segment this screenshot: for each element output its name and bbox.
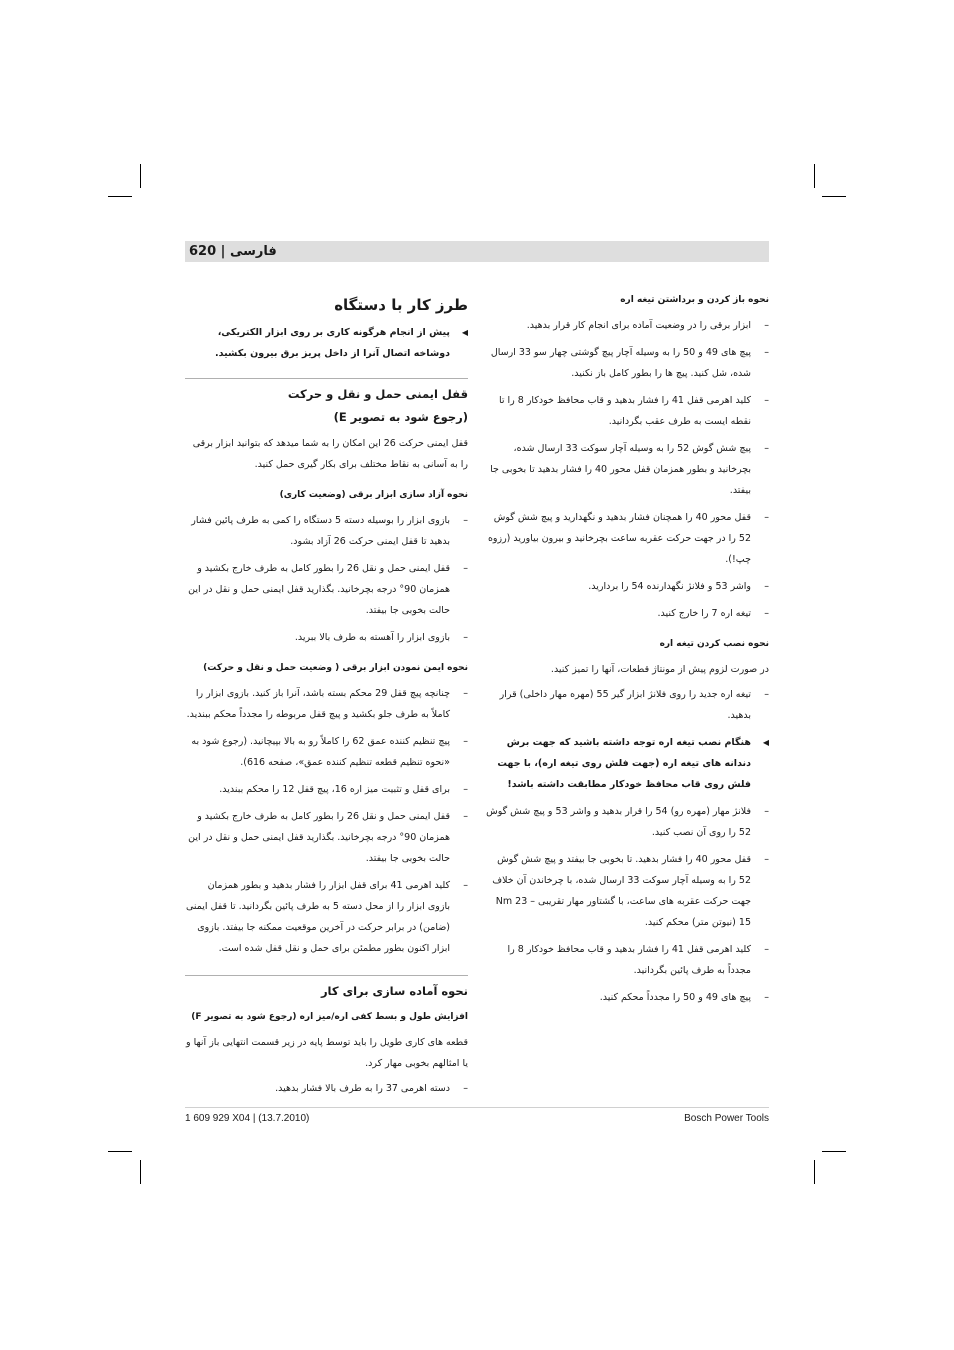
triangle-bullet-icon: ◀ xyxy=(762,738,769,747)
page-header-title: فارسی | 620 xyxy=(189,244,277,259)
dash-icon: – xyxy=(463,688,468,699)
paragraph: قفل ایمنی حرکت 26 این امکان را به شما میدهد که بتوانید ابزار برقی را به آسانی به نقاط مختلف برای بکار گیری حمل کنید. xyxy=(192,438,468,470)
dash-icon: – xyxy=(764,992,769,1003)
dash-icon: – xyxy=(463,811,468,822)
list-item: – بازوی ابزار را آهسته به طرف بالا ببرید. xyxy=(185,627,468,648)
crop-mark xyxy=(822,196,846,197)
crop-mark xyxy=(140,1160,141,1184)
warning-note: ◀ هنگام نصب تیغه اره توجه داشته باشید که جهت برش دندانه های تیغه اره (جهت فلش روی تیغه اره)، با جهت فلش روی قاب محافظ خودکار مطابقت داشته باشد! xyxy=(486,732,769,795)
dash-icon: – xyxy=(463,632,468,643)
dash-icon: – xyxy=(764,320,769,331)
dash-icon: – xyxy=(764,854,769,865)
list-item: – پیچ های 49 و 50 را مجدداً محکم کنید. xyxy=(486,987,769,1008)
list-item: – کلید اهرمی قفل 41 را فشار بدهید و قاب محافظ خودکار 8 را مجدداً به طرف پائین بگردانید. xyxy=(486,939,769,981)
list-item: – کلید اهرمی 41 برای قفل ابزار را فشار بدهید و بطور همزمان بازوی ابزار را از محل دسته 5 به طرف پائین بگردانید. تا قفل ایمنی (ضامن) در برابر حرکت در آخرین موقعیت ممکنه جا بیفتد. بازوی ابزار اکنون بطور مطمئن برای حمل و نقل قفل شده است. xyxy=(185,875,468,959)
paragraph: قطعه های کاری طویل را باید توسط پایه در زیر قسمت انتهایی باز آنها و یا امثالهم بخوبی مهار کرد. xyxy=(186,1037,468,1069)
warning-note: ◀ پیش از انجام هرگونه کاری بر روی ابزار الکتریکی، دوشاخه اتصال آنرا از داخل پریز برق بیرون بکشید. xyxy=(185,322,468,364)
dash-icon: – xyxy=(764,395,769,406)
list-item: – ابزار برقی را در وضعیت آماده برای انجام کار قرار بدهید. xyxy=(486,315,769,336)
section-divider xyxy=(185,975,468,976)
crop-mark xyxy=(814,164,815,188)
sub-heading-extension: افزایش طول و بسط کفی اره/میز اره (رجوع شود به تصویر F) xyxy=(191,1012,468,1022)
list-item: – قفل ایمنی حمل و نقل 26 را بطور کامل به طرف خارج بکشید و همزمان 90° درجه بچرخانید. بگذارید قفل ایمنی حمل و نقل در این حالت بخوبی جا بیفتد. xyxy=(185,558,468,621)
paragraph: در صورت لزوم پیش از مونتاژ قطعات، آنها را تمیز کنید. xyxy=(550,664,769,675)
dash-icon: – xyxy=(764,443,769,454)
footer-divider xyxy=(185,1107,769,1108)
dash-icon: – xyxy=(764,347,769,358)
dash-icon: – xyxy=(764,944,769,955)
left-column xyxy=(185,290,468,1105)
section-heading-preparation: نحوه آماده سازی برای کار xyxy=(320,984,468,998)
list-item: – تیغه اره 7 را خارج کنید. xyxy=(486,603,769,624)
triangle-bullet-icon: ◀ xyxy=(461,328,468,337)
footer-doc-id: 1 609 929 X04 | (13.7.2010) xyxy=(185,1113,310,1124)
section-heading-install-blade: نحوه نصب کردن تیغه اره xyxy=(659,639,769,649)
list-item: – برای قفل و تثبیت میز اره 16، پیچ قفل 12 را محکم ببندید. xyxy=(185,779,468,800)
page-title: طرز کار با دستگاه xyxy=(334,296,468,314)
dash-icon: – xyxy=(764,581,769,592)
crop-mark xyxy=(822,1151,846,1152)
crop-mark xyxy=(108,1151,132,1152)
list-item: – بازوی ابزار را بوسیله دسته 5 دستگاه را کمی به طرف پائین فشار بدهید تا قفل ایمنی حرکت 26 آزاد بشود. xyxy=(185,510,468,552)
crop-mark xyxy=(140,164,141,188)
list-item: – چنانچه پیچ قفل 29 محکم بسته باشد، آنرا باز کنید. بازوی ابزار را کاملاً به طرف جلو بکشید و پیچ قفل مربوطه را مجدداً محکم ببندید. xyxy=(185,683,468,725)
dash-icon: – xyxy=(463,1083,468,1094)
list-item: – قفل محور 40 را فشار بدهید. تا بخوبی جا بیفتد و پیچ شش گوش 52 را به وسیله آچار سوکت 33 ارسال شده، با چرخاندن آن خلاف جهت حرکت عقربه های ساعت، با گشتاور مهار تقریبی Nm 23 – 15 (نیوتن متر) محکم کنید. xyxy=(486,849,769,933)
list-item: – فلانژ مهار (مهره رو) 54 را قرار بدهید و واشر 53 و پیچ شش گوش 52 را روی آن نصب کنید. xyxy=(486,801,769,843)
section-heading-figure-ref: (رجوع شود به تصویر E) xyxy=(333,410,468,424)
list-item: – پیچ شش گوش 52 را به وسیله آچار سوکت 33 ارسال شده، بچرخانید و بطور همزمان قفل محور 40 را فشار بدهید تا بخوبی جا بیفتد. xyxy=(486,438,769,501)
list-item: – قفل ایمنی حمل و نقل 26 را بطور کامل به طرف خارج بکشید و همزمان 90° درجه بچرخانید. بگذارید قفل ایمنی حمل و نقل در این حالت بخوبی جا بیفتد. xyxy=(185,806,468,869)
list-item: – دسته اهرمی 37 را به طرف بالا فشار بدهید. xyxy=(185,1078,468,1099)
dash-icon: – xyxy=(764,608,769,619)
dash-icon: – xyxy=(764,806,769,817)
crop-mark xyxy=(814,1160,815,1184)
sub-heading-release: نحوه آزاد سازی ابزار برقی (وضعیت کاری) xyxy=(279,490,468,500)
footer-brand: Bosch Power Tools xyxy=(684,1113,769,1124)
right-column xyxy=(486,290,769,1014)
dash-icon: – xyxy=(463,563,468,574)
list-item: – قفل محور 40 را همچنان فشار بدهید و نگهدارید و پیچ شش گوش 52 را در جهت حرکت عقربه ساعت بچرخانید و بیرون بیاورید (رزوه چپ!). xyxy=(486,507,769,570)
list-item: – پیچ های 49 و 50 را به وسیله آچار پیچ گوشتی چهار سو 33 ارسال شده، شل کنید. پیچ ها را بطور کامل باز نکنید. xyxy=(486,342,769,384)
dash-icon: – xyxy=(764,512,769,523)
sub-heading-secure: نحوه ایمن نمودن ابزار برقی ( وضعیت حمل و نقل و حرکت) xyxy=(203,663,468,673)
dash-icon: – xyxy=(463,784,468,795)
section-heading-remove-blade: نحوه باز کردن و برداشتن تیغه اره xyxy=(620,295,769,305)
section-divider xyxy=(185,378,468,379)
list-item: – واشر 53 و فلانژ نگهدارنده 54 را بردارید. xyxy=(486,576,769,597)
dash-icon: – xyxy=(463,515,468,526)
crop-mark xyxy=(108,196,132,197)
dash-icon: – xyxy=(463,736,468,747)
list-item: – کلید اهرمی قفل 41 را فشار بدهید و قاب محافظ خودکار 8 را تا نقطه ایست به طرف عقب بگردانید. xyxy=(486,390,769,432)
dash-icon: – xyxy=(463,880,468,891)
list-item: – تیغه اره جدید را روی فلانژ ابزار گیر 55 (مهره مهار داخلی) قرار بدهید. xyxy=(486,684,769,726)
list-item: – پیچ تنظیم کننده عمق 62 را کاملاً رو به بالا بپیچانید. (رجوع شود به «نحوه تنظیم قطعه تنظیم کننده عمق»، صفحه 616). xyxy=(185,731,468,773)
section-heading-transport-lock: قفل ایمنی حمل و نقل و حرکت xyxy=(287,387,468,401)
dash-icon: – xyxy=(764,689,769,700)
